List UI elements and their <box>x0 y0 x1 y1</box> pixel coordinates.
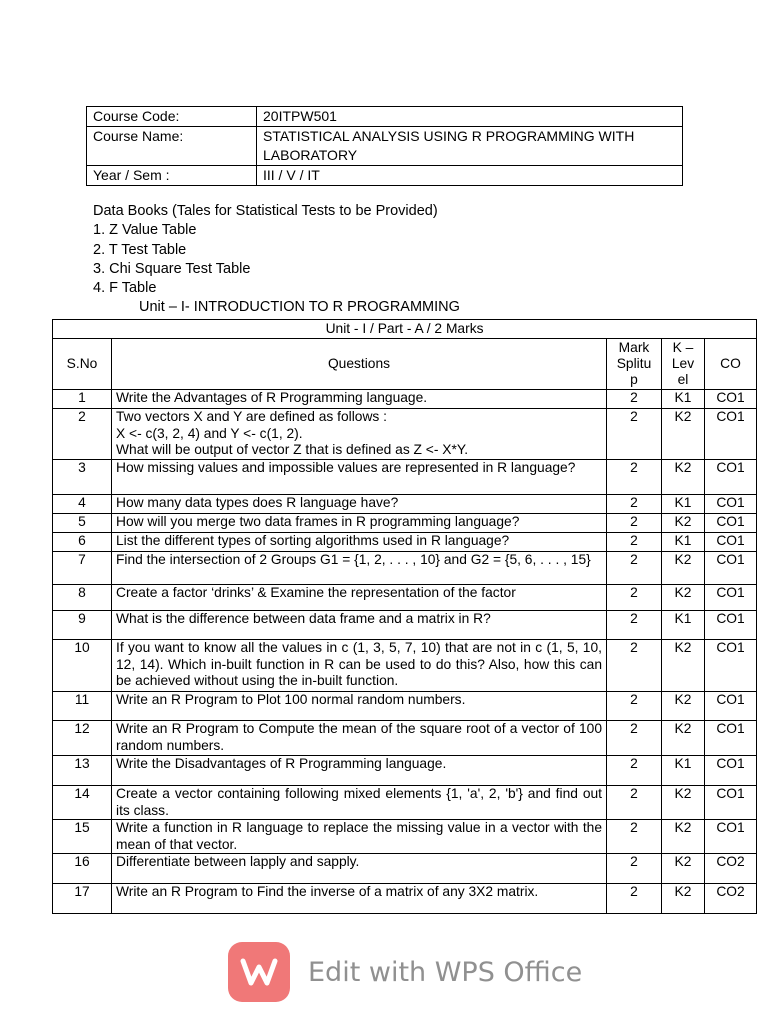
klevel-cell: K1 <box>662 756 705 786</box>
sno-header: S.No <box>53 339 112 390</box>
marks-cell: 2 <box>607 820 662 854</box>
year-sem-value: III / V / IT <box>257 166 683 186</box>
questions-body <box>53 390 757 914</box>
klevel-cell: K2 <box>662 854 705 884</box>
klevel-cell: K2 <box>662 552 705 585</box>
marks-cell: 2 <box>607 640 662 692</box>
data-book-item: 3. Chi Square Test Table <box>93 260 251 277</box>
question-cell: Write the Advantages of R Programming language. <box>112 390 607 409</box>
sno-cell: 12 <box>53 721 112 756</box>
klevel-cell: K2 <box>662 884 705 914</box>
marks-cell: 2 <box>607 514 662 533</box>
marks-cell: 2 <box>607 495 662 514</box>
year-sem-row <box>87 166 683 186</box>
question-cell: How many data types does R language have? <box>112 495 607 514</box>
co-cell: CO1 <box>705 640 757 692</box>
table-row <box>53 721 757 756</box>
klevel-cell: K2 <box>662 820 705 854</box>
data-book-item: 4. F Table <box>93 280 157 297</box>
table-row <box>53 460 757 495</box>
co-cell: CO1 <box>705 409 757 460</box>
co-cell: CO1 <box>705 390 757 409</box>
co-cell: CO1 <box>705 721 757 756</box>
course-name-label: Course Name: <box>87 127 257 166</box>
question-cell: Write a function in R language to replace the missing value in a vector with the mean of that vector. <box>112 820 607 854</box>
klevel-cell: K2 <box>662 640 705 692</box>
sno-cell: 17 <box>53 884 112 914</box>
table-row <box>53 820 757 854</box>
table-row <box>53 409 757 460</box>
sno-cell: 6 <box>53 533 112 552</box>
question-cell: Find the intersection of 2 Groups G1 = {1, 2, . . . , 10} and G2 = {5, 6, . . . , 15} <box>112 552 607 585</box>
wps-watermark-text: Edit with WPS Office <box>308 956 583 988</box>
klevel-cell: K1 <box>662 611 705 640</box>
co-cell: CO1 <box>705 460 757 495</box>
marks-cell: 2 <box>607 533 662 552</box>
year-sem-label: Year / Sem : <box>87 166 257 186</box>
data-book-item: 2. T Test Table <box>93 241 187 258</box>
marks-cell: 2 <box>607 721 662 756</box>
wps-logo-icon <box>228 942 290 1002</box>
question-cell: Write an R Program to Compute the mean of the square root of a vector of 100 random numbers. <box>112 721 607 756</box>
sno-cell: 2 <box>53 409 112 460</box>
course-code-value: 20ITPW501 <box>257 107 683 127</box>
unit-title: Unit – I- INTRODUCTION TO R PROGRAMMING <box>139 299 460 315</box>
co-cell: CO1 <box>705 611 757 640</box>
marks-cell: 2 <box>607 390 662 409</box>
data-book-item: 1. Z Value Table <box>93 222 197 239</box>
klevel-cell: K2 <box>662 585 705 611</box>
co-cell: CO1 <box>705 692 757 721</box>
co-cell: CO1 <box>705 786 757 820</box>
klevel-cell: K1 <box>662 390 705 409</box>
sno-cell: 9 <box>53 611 112 640</box>
co-cell: CO1 <box>705 585 757 611</box>
question-cell: If you want to know all the values in c (1, 3, 5, 7, 10) that are not in c (1, 5, 10, 12, 14). Which in-built function in R can be used to do this? Also, how this can be achieved without using the in-built function. <box>112 640 607 692</box>
sno-cell: 13 <box>53 756 112 786</box>
question-cell: Write the Disadvantages of R Programming language. <box>112 756 607 786</box>
wps-watermark <box>228 941 582 1003</box>
sno-cell: 3 <box>53 460 112 495</box>
co-cell: CO2 <box>705 854 757 884</box>
question-cell: What is the difference between data frame and a matrix in R? <box>112 611 607 640</box>
table-row <box>53 786 757 820</box>
course-info-table <box>86 106 683 186</box>
table-row <box>53 854 757 884</box>
co-header: CO <box>705 339 757 390</box>
table-row <box>53 390 757 409</box>
co-cell: CO1 <box>705 514 757 533</box>
course-name-row <box>87 127 683 166</box>
marks-cell: 2 <box>607 884 662 914</box>
klevel-cell: K2 <box>662 786 705 820</box>
sno-cell: 14 <box>53 786 112 820</box>
sno-cell: 10 <box>53 640 112 692</box>
table-row <box>53 495 757 514</box>
marks-cell: 2 <box>607 854 662 884</box>
marks-cell: 2 <box>607 756 662 786</box>
course-code-row <box>87 107 683 127</box>
co-cell: CO1 <box>705 533 757 552</box>
co-cell: CO1 <box>705 552 757 585</box>
co-cell: CO1 <box>705 756 757 786</box>
klevel-cell: K2 <box>662 460 705 495</box>
data-books-heading: Data Books (Tales for Statistical Tests to be Provided) <box>93 203 438 219</box>
table-row <box>53 514 757 533</box>
marks-cell: 2 <box>607 585 662 611</box>
question-cell: List the different types of sorting algorithms used in R language? <box>112 533 607 552</box>
question-cell: Write an R Program to Plot 100 normal random numbers. <box>112 692 607 721</box>
questions-table <box>52 319 757 914</box>
course-code-label: Course Code: <box>87 107 257 127</box>
marks-cell: 2 <box>607 552 662 585</box>
questions-header: Questions <box>112 339 607 390</box>
marks-cell: 2 <box>607 692 662 721</box>
sno-cell: 4 <box>53 495 112 514</box>
co-cell: CO1 <box>705 820 757 854</box>
sno-cell: 16 <box>53 854 112 884</box>
part-header-row <box>53 320 757 339</box>
question-cell: How missing values and impossible values are represented in R language? <box>112 460 607 495</box>
question-cell: Create a vector containing following mixed elements {1, 'a', 2, 'b'} and find out its class. <box>112 786 607 820</box>
sno-cell: 1 <box>53 390 112 409</box>
marks-cell: 2 <box>607 460 662 495</box>
question-cell: Write an R Program to Find the inverse of a matrix of any 3X2 matrix. <box>112 884 607 914</box>
data-books-section <box>93 202 438 298</box>
klevel-cell: K1 <box>662 495 705 514</box>
klevel-cell: K1 <box>662 533 705 552</box>
course-name-value: STATISTICAL ANALYSIS USING R PROGRAMMING WITH LABORATORY <box>257 127 683 166</box>
table-row <box>53 611 757 640</box>
marks-cell: 2 <box>607 409 662 460</box>
table-row <box>53 884 757 914</box>
co-cell: CO2 <box>705 884 757 914</box>
sno-cell: 15 <box>53 820 112 854</box>
klevel-cell: K2 <box>662 692 705 721</box>
sno-cell: 11 <box>53 692 112 721</box>
column-header-row <box>53 339 757 390</box>
question-cell: Create a factor ‘drinks’ & Examine the representation of the factor <box>112 585 607 611</box>
sno-cell: 8 <box>53 585 112 611</box>
klevel-header: K – Lev el <box>662 339 705 390</box>
part-title: Unit - I / Part - A / 2 Marks <box>53 320 757 339</box>
table-row <box>53 533 757 552</box>
table-row <box>53 692 757 721</box>
table-row <box>53 640 757 692</box>
klevel-cell: K2 <box>662 721 705 756</box>
wps-w-glyph <box>239 955 279 989</box>
marks-cell: 2 <box>607 611 662 640</box>
sno-cell: 5 <box>53 514 112 533</box>
co-cell: CO1 <box>705 495 757 514</box>
sno-cell: 7 <box>53 552 112 585</box>
klevel-cell: K2 <box>662 409 705 460</box>
table-row <box>53 756 757 786</box>
table-row <box>53 552 757 585</box>
question-cell: Two vectors X and Y are defined as follows : X <- c(3, 2, 4) and Y <- c(1, 2). What will be output of vector Z that is defined as Z <- X*Y. <box>112 409 607 460</box>
marks-cell: 2 <box>607 786 662 820</box>
klevel-cell: K2 <box>662 514 705 533</box>
question-cell: Differentiate between lapply and sapply. <box>112 854 607 884</box>
table-row <box>53 585 757 611</box>
question-cell: How will you merge two data frames in R programming language? <box>112 514 607 533</box>
marks-header: Mark Splitu p <box>607 339 662 390</box>
